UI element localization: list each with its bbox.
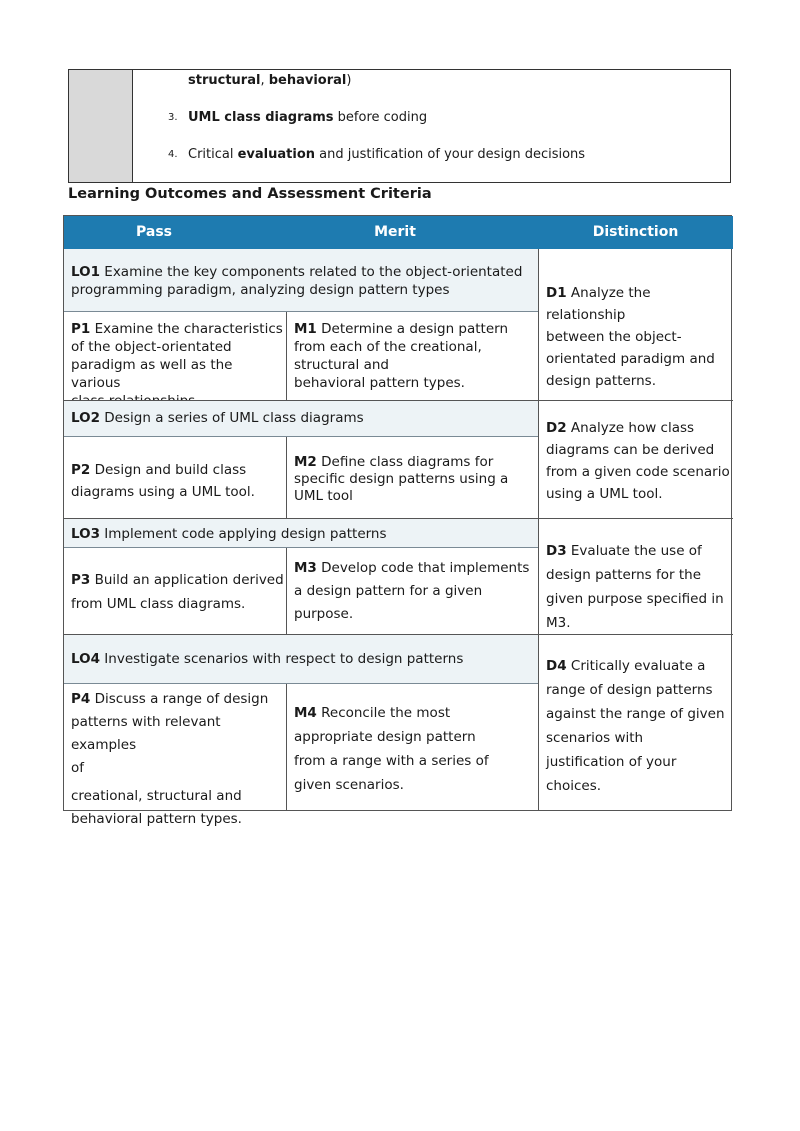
section-heading: Learning Outcomes and Assessment Criteria <box>68 186 432 202</box>
d4-cell: D4 Critically evaluate a range of design patterns against the range of given scenarios with justification of your choices. <box>546 658 725 794</box>
divider-pm-2 <box>286 437 287 519</box>
m2-cell: M2 Define class diagrams for specific design patterns using a UML tool <box>294 454 509 504</box>
lo2-cell: LO2 Design a series of UML class diagrams <box>64 401 538 437</box>
header-distinction: Distinction <box>538 216 733 249</box>
grey-column <box>69 70 133 182</box>
row-divider-3 <box>64 634 733 635</box>
list-item-3: 3. UML class diagrams before coding <box>168 110 428 125</box>
header-merit: Merit <box>244 216 546 249</box>
p3-cell: P3 Build an application derived from UML class diagrams. <box>71 572 284 612</box>
p1-cell: P1 Examine the characteristics of the object-orientated paradigm as well as the various <box>71 321 283 391</box>
divider-distinction <box>538 249 539 811</box>
row-divider-1 <box>64 400 733 401</box>
list-item-4: 4. Critical evaluation and justification of your design decisions <box>168 147 586 162</box>
assessment-table <box>63 215 732 827</box>
m3-cell: M3 Develop code that implements a design pattern for a given purpose. <box>294 560 530 622</box>
divider-pm-1 <box>286 312 287 401</box>
m1-cell: M1 Determine a design pattern from each of the creational, structural and behavioral pattern types. <box>294 321 509 391</box>
header-pass: Pass <box>64 216 244 249</box>
d3-cell: D3 Evaluate the use of design patterns for the given purpose specified in M3. <box>546 543 724 631</box>
p4-cell: P4 Discuss a range of design patterns with relevant examples of creational, structural and behavioral pattern types. <box>71 691 269 827</box>
divider-pm-4 <box>286 684 287 811</box>
p2-cell: P2 Design and build class diagrams using a UML tool. <box>71 462 255 500</box>
lo4-cell: LO4 Investigate scenarios with respect to design patterns <box>64 635 538 684</box>
divider-pm-3 <box>286 548 287 635</box>
list-line-continued: structural, behavioral) <box>188 73 352 88</box>
row-divider-2 <box>64 518 733 519</box>
d1-cell: D1 Analyze the relationship between the object- orientated paradigm and design patterns. <box>546 285 715 389</box>
d2-cell: D2 Analyze how class diagrams can be derived from a given code scenario using a UML tool. <box>546 420 730 502</box>
m4-cell: M4 Reconcile the most appropriate design pattern from a range with a series of given scenarios. <box>294 705 489 793</box>
lo1-cell: LO1 Examine the key components related to the object-orientated programming paradigm, analyzing design pattern types <box>64 249 538 312</box>
continuation-table <box>68 69 731 183</box>
lo3-cell: LO3 Implement code applying design patterns <box>64 519 538 548</box>
